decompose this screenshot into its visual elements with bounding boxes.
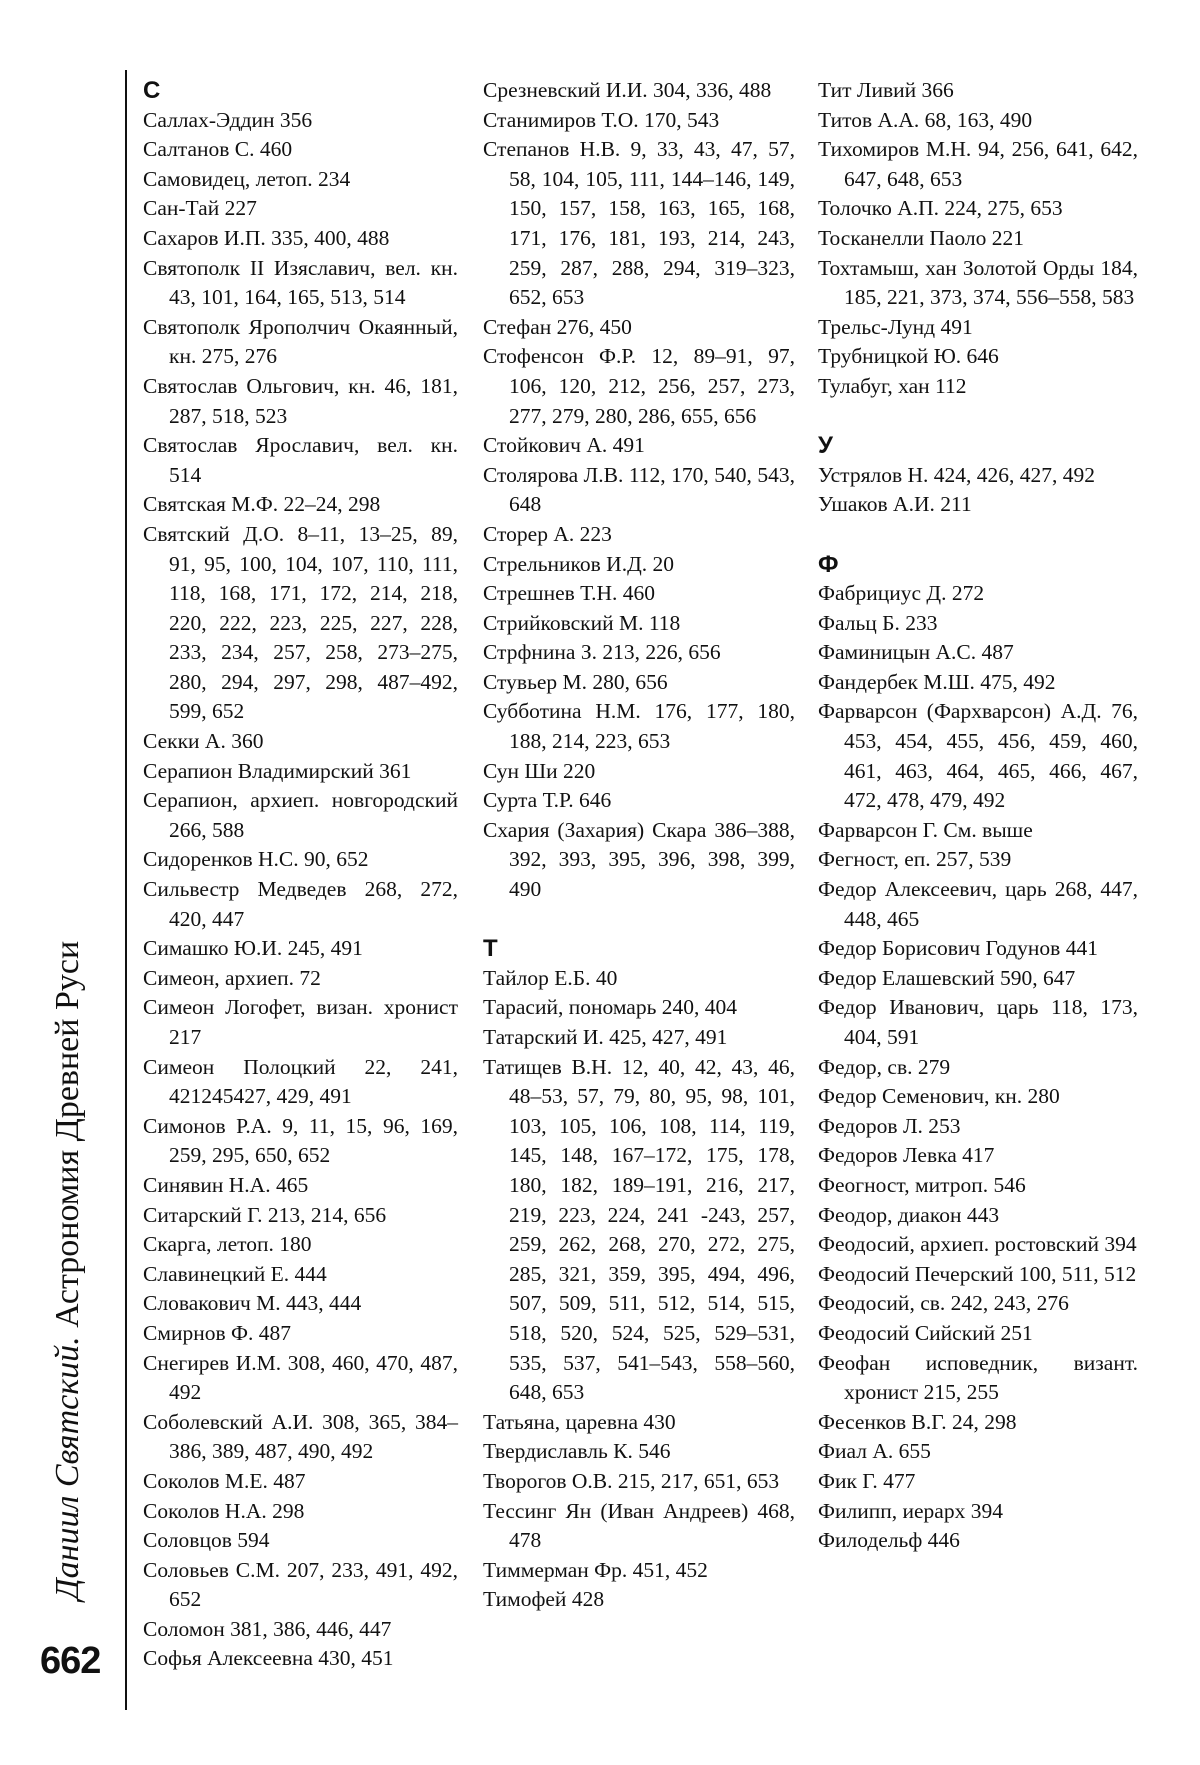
- index-entry: Соболевский А.И. 308, 365, 384–386, 389, 487, 490, 492: [143, 1409, 458, 1464]
- index-entry: Симашко Ю.И. 245, 491: [143, 936, 363, 961]
- index-entry: Соловьев С.М. 207, 233, 491, 492, 652: [143, 1557, 458, 1612]
- index-entry: Творогов О.В. 215, 217, 651, 653: [483, 1468, 780, 1493]
- index-entry: Софья Алексеевна 430, 451: [143, 1646, 394, 1671]
- index-entry: Саллах-Эддин 356: [143, 107, 313, 132]
- index-column-3: [818, 76, 1138, 1556]
- index-entry: Симонов Р.А. 9, 11, 15, 96, 169, 259, 295, 650, 652: [143, 1113, 458, 1168]
- index-entry: Татарский И. 425, 427, 491: [483, 1025, 728, 1049]
- index-entry: Сан-Тай 227: [143, 196, 257, 221]
- index-entry: Фальц Б. 233: [818, 610, 938, 635]
- index-entry: Федоров Левка 417: [818, 1143, 995, 1168]
- index-entry: Стофенсон Ф.Р. 12, 89–91, 97, 106, 120, 212, 256, 257, 273, 277, 279, 280, 286, 655, 656: [483, 344, 795, 428]
- index-entry: Святослав Ольгович, кн. 46, 181, 287, 518, 523: [143, 373, 458, 428]
- index-entry: Феодосий Печерский 100, 511, 512: [818, 1261, 1137, 1286]
- index-entry: Федор Семенович, кн. 280: [818, 1084, 1060, 1109]
- index-entry: Фандербек М.Ш. 475, 492: [818, 669, 1056, 694]
- index-entry: Соломон 381, 386, 446, 447: [143, 1616, 392, 1641]
- index-entry: Феодосий, св. 242, 243, 276: [818, 1291, 1069, 1316]
- index-entry: Стойкович А. 491: [483, 433, 645, 458]
- index-entry: Срезневский И.И. 304, 336, 488: [483, 78, 772, 102]
- index-entry: Салтанов С. 460: [143, 137, 293, 162]
- index-entry: Тиммерман Фр. 451, 452: [483, 1557, 708, 1582]
- index-entry: Тохтамыш, хан Золотой Орды 184, 185, 221, 373, 374, 556–558, 583: [818, 255, 1138, 310]
- index-entry: Симеон, архиеп. 72: [143, 965, 321, 990]
- index-entry: Сидоренков Н.С. 90, 652: [143, 847, 369, 872]
- letter-heading: У: [818, 432, 833, 460]
- index-entry: Сторер А. 223: [483, 521, 612, 546]
- index-entry: Твердиславль К. 546: [483, 1439, 671, 1464]
- index-entry: Святополк II Изяславич, вел. кн. 43, 101, 164, 165, 513, 514: [143, 255, 458, 310]
- index-entry: Серапион Владимирский 361: [143, 758, 412, 783]
- section-gap: [818, 520, 1138, 550]
- index-entry: Федор Борисович Годунов 441: [818, 936, 1098, 961]
- index-entry: Тайлор Е.Б. 40: [483, 965, 618, 990]
- index-entry: Феодор, диакон 443: [818, 1202, 1000, 1227]
- index-entry: Симеон Полоцкий 22, 241, 421245427, 429, 491: [143, 1054, 458, 1109]
- index-entry: Соколов М.Е. 487: [143, 1468, 306, 1493]
- index-entry: Федор Елашевский 590, 647: [818, 965, 1076, 990]
- index-entry: Стефан 276, 450: [483, 314, 632, 339]
- index-entry: Трельс-Лунд 491: [818, 314, 973, 339]
- index-entry: Стрийковский М. 118: [483, 610, 681, 635]
- index-entry: Степанов Н.В. 9, 33, 43, 47, 57, 58, 104, 105, 111, 144–146, 149, 150, 157, 158, 163, 165, 168, 171, 176, 181, 193, 214, 243, 259, 287, 288, 294, 319–323, 652, 653: [483, 137, 795, 310]
- index-entry: Титов А.А. 68, 163, 490: [818, 107, 1033, 132]
- index-entry: Ушаков А.И. 211: [818, 492, 972, 517]
- index-entry: Схария (Захария) Скара 386–388, 392, 393, 395, 396, 398, 399, 490: [483, 817, 795, 902]
- index-entry: Толочко А.П. 224, 275, 653: [818, 196, 1063, 221]
- index-entry: Федор Иванович, царь 118, 173, 404, 591: [818, 995, 1138, 1049]
- index-entry: Словакович М. 443, 444: [143, 1291, 362, 1316]
- index-entry: Федоров Л. 253: [818, 1113, 961, 1138]
- index-entry: Субботина Н.М. 176, 177, 180, 188, 214, 223, 653: [483, 699, 795, 754]
- index-entry: Стрешнев Т.Н. 460: [483, 581, 656, 606]
- index-entry: Татьяна, царевна 430: [483, 1409, 676, 1434]
- index-entry: Соловцов 594: [143, 1528, 270, 1553]
- index-entry: Сильвестр Медведев 268, 272, 420, 447: [143, 877, 458, 931]
- index-entry: Фарварсон (Фархварсон) А.Д. 76, 453, 454, 455, 456, 459, 460, 461, 463, 464, 465, 466, 467, 472, 478, 479, 492: [818, 699, 1138, 813]
- index-entry: Фик Г. 477: [818, 1468, 916, 1493]
- index-column-1: [143, 76, 458, 1674]
- index-entry: Татищев В.Н. 12, 40, 42, 43, 46, 48–53, 57, 79, 80, 95, 98, 101, 103, 105, 106, 108, 114, 119, 145, 148, 167–172, 175, 178, 180, 182, 189–191, 216, 217, 219, 223, 224, 241 -243, 257, 259, 262, 268, 270, 272, 275, 285, 321, 359, 395, 494, 496, 507, 509, 511, 512, 514, 515, 518, 520, 524, 525, 529–531, 535, 537, 541–543, 558–560, 648, 653: [483, 1054, 795, 1405]
- index-entry: Святослав Ярославич, вел. кн. 514: [143, 433, 458, 487]
- index-entry: Ситарский Г. 213, 214, 656: [143, 1202, 387, 1227]
- index-entry: Серапион, архиеп. новгородский 266, 588: [143, 788, 458, 842]
- index-entry: Фабрициус Д. 272: [818, 581, 985, 606]
- running-title-book: Астрономия Древней Руси: [49, 940, 86, 1328]
- index-entry: Тулабуг, хан 112: [818, 373, 967, 398]
- index-entry: Синявин Н.А. 465: [143, 1172, 309, 1197]
- index-entry: Святополк Ярополчич Окаянный, кн. 275, 276: [143, 314, 458, 369]
- index-entry: Тит Ливий 366: [818, 78, 954, 102]
- index-entry: Славинецкий Е. 444: [143, 1261, 327, 1286]
- index-entry: Святская М.Ф. 22–24, 298: [143, 492, 381, 517]
- index-entry: Филипп, иерарх 394: [818, 1498, 1003, 1523]
- index-entry: Фегност, еп. 257, 539: [818, 847, 1012, 872]
- index-entry: Тосканелли Паоло 221: [818, 225, 1025, 250]
- index-entry: Феодосий, архиеп. ростовский 394: [818, 1232, 1137, 1257]
- index-entry: Снегирев И.М. 308, 460, 470, 487, 492: [143, 1350, 458, 1405]
- index-entry: Святский Д.О. 8–11, 13–25, 89, 91, 95, 100, 104, 107, 110, 111, 118, 168, 171, 172, 214, 218, 220, 222, 223, 225, 227, 228, 233, 234, 257, 258, 273–275, 280, 294, 297, 298, 487–492, 599, 652: [143, 521, 458, 724]
- index-entry: Сахаров И.П. 335, 400, 488: [143, 225, 390, 250]
- section-gap: [483, 905, 795, 935]
- index-entry: Феодосий Сийский 251: [818, 1320, 1033, 1345]
- index-entry: Секки А. 360: [143, 729, 264, 754]
- index-entry: Фесенков В.Г. 24, 298: [818, 1409, 1017, 1434]
- index-entry: Симеон Логофет, визан. хронист 217: [143, 995, 458, 1049]
- index-entry: Сурта Т.Р. 646: [483, 788, 612, 813]
- running-title-author: Даниил Святский.: [49, 1336, 86, 1600]
- index-entry: Скарга, летоп. 180: [143, 1232, 312, 1257]
- index-entry: Филодельф 446: [818, 1528, 960, 1553]
- index-entry: Тессинг Ян (Иван Андреев) 468, 478: [483, 1498, 795, 1553]
- index-entry: Федор, св. 279: [818, 1054, 951, 1079]
- letter-heading: Ф: [818, 550, 839, 578]
- page-number: 662: [40, 1640, 101, 1682]
- index-entry: Столярова Л.В. 112, 170, 540, 543, 648: [483, 462, 795, 517]
- index-entry: Стувьер М. 280, 656: [483, 669, 668, 694]
- index-entry: Феогност, митроп. 546: [818, 1172, 1026, 1197]
- index-entry: Самовидец, летоп. 234: [143, 166, 351, 191]
- index-entry: Фаминицын А.С. 487: [818, 640, 1014, 665]
- index-entry: Трубницкой Ю. 646: [818, 344, 999, 369]
- letter-heading: Т: [483, 935, 498, 963]
- index-entry: Станимиров Т.О. 170, 543: [483, 107, 720, 132]
- index-entry: Тарасий, пономарь 240, 404: [483, 995, 738, 1020]
- index-entry: Стрфнина З. 213, 226, 656: [483, 640, 721, 665]
- index-entry: Тимофей 428: [483, 1587, 605, 1612]
- running-title: [38, 840, 98, 1600]
- index-entry: Устрялов Н. 424, 426, 427, 492: [818, 462, 1096, 487]
- index-column-2: [483, 76, 795, 1615]
- index-entry: Феофан исповедник, визант. хронист 215, 255: [818, 1350, 1138, 1405]
- index-entry: Смирнов Ф. 487: [143, 1320, 291, 1345]
- margin-rule: [125, 70, 127, 1710]
- index-entry: Соколов Н.А. 298: [143, 1498, 305, 1523]
- letter-heading: С: [143, 77, 161, 104]
- index-entry: Фарварсон Г. См. выше: [818, 817, 1033, 842]
- index-entry: Стрельников И.Д. 20: [483, 551, 675, 576]
- index-entry: Тихомиров М.Н. 94, 256, 641, 642, 647, 648, 653: [818, 137, 1138, 191]
- section-gap: [818, 402, 1138, 432]
- index-entry: Сун Ши 220: [483, 758, 596, 783]
- index-entry: Фиал А. 655: [818, 1439, 931, 1464]
- index-entry: Федор Алексеевич, царь 268, 447, 448, 465: [818, 877, 1138, 931]
